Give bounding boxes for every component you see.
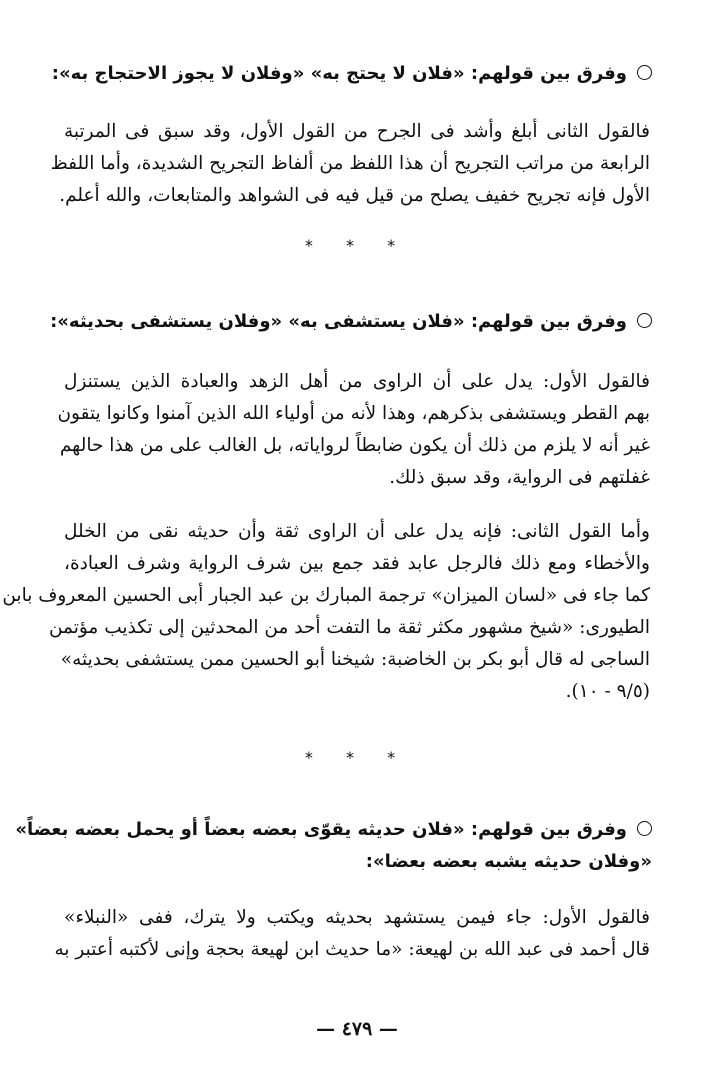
- section-1-paragraph-1: [50, 116, 650, 212]
- circle-bullet-icon: [637, 821, 652, 836]
- text-line: الساجى له قال أبو بكر بن الخاضبة: شيخنا أبو الحسين ممن يستشفى بحديثه»: [60, 649, 650, 670]
- text-line: فالقول الأول: يدل على أن الراوى من أهل الزهد والعبادة الذين يستنزل: [64, 371, 650, 392]
- section-2-paragraph-1: [57, 366, 650, 494]
- section-3-heading-text: وفرق بين قولهم: «فلان حديثه يقوّى بعضه بعضاً أو يحمل بعضه بعضاً»: [15, 819, 627, 840]
- text-line: غير أنه لا يلزم من ذلك أن يكون ضابطاً لرواياته، بل الغالب على من هذا حالهم: [59, 435, 650, 456]
- text-line: وأما القول الثانى: فإنه يدل على أن الراوى ثقة وأن حديثه نقى من الخلل: [64, 521, 650, 542]
- separator-stars-1: * * *: [304, 236, 410, 255]
- text-line: كما جاء فى «لسان الميزان» ترجمة المبارك بن عبد الجبار أبى الحسين المعروف بابن: [2, 585, 650, 606]
- circle-bullet-icon: [637, 65, 652, 80]
- section-1-heading: [52, 54, 652, 94]
- text-line: الرابعة من مراتب التجريح أن هذا اللفظ من ألفاظ التجريح الشديدة، وأما اللفظ: [50, 153, 650, 174]
- page-number: — ٤٧٩ —: [316, 1018, 398, 1040]
- text-line: الطيورى: «شيخ مشهور مكثر ثقة ما التفت أحد من المحدثين إلى تكذيب مؤتمن: [48, 617, 650, 638]
- text-line: بهم القطر ويستشفى بذكرهم، وهذا لأنه من أولياء الله الذين آمنوا وكانوا يتقون: [57, 403, 650, 424]
- section-2-heading-text: وفرق بين قولهم: «فلان يستشفى به» «وفلان يستشفى بحديثه»:: [50, 311, 627, 332]
- text-line: والأخطاء ومع ذلك فالرجل عابد فقد جمع بين شرف الرواية وشرف العبادة،: [64, 553, 650, 574]
- separator-stars-2: * * *: [304, 748, 410, 767]
- text-line: غفلتهم فى الرواية، وقد سبق ذلك.: [389, 467, 650, 488]
- section-3-heading-continued: «وفلان حديثه يشبه بعضه بعضا»:: [365, 851, 652, 872]
- section-1-heading-text: وفرق بين قولهم: «فلان لا يحتج به» «وفلان لا يجوز الاحتجاج به»:: [51, 63, 627, 84]
- section-2-heading: [52, 302, 652, 342]
- text-line: فالقول الأول: جاء فيمن يستشهد بحديثه ويكتب ولا يترك، ففى «النبلاء»: [64, 907, 650, 928]
- section-3-paragraph-1: [54, 902, 650, 966]
- circle-bullet-icon: [637, 313, 652, 328]
- text-line: قال أحمد فى عبد الله بن لهيعة: «ما حديث ابن لهيعة بحجة وإنى لأكتبه أعتبر به: [54, 939, 650, 960]
- text-line: الأول فإنه تجريح خفيف يصلح من قيل فيه فى الشواهد والمتابعات، والله أعلم.: [59, 185, 650, 206]
- citation-line: (٩/٥ - ١٠).: [565, 681, 650, 702]
- text-line: فالقول الثانى أبلغ وأشد فى الجرح من القول الأول، وقد سبق فى المرتبة: [64, 121, 650, 142]
- section-2-paragraph-2: [2, 516, 650, 708]
